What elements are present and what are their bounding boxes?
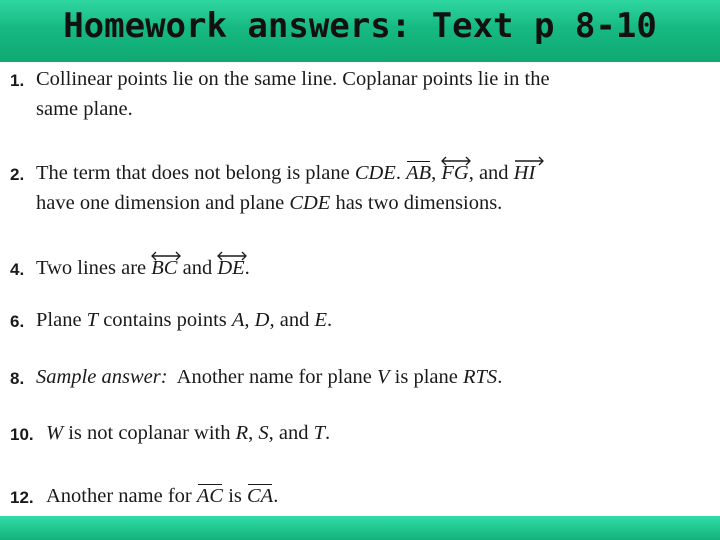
item-number: 2. [10, 165, 25, 184]
line-fg: FG [441, 161, 468, 185]
item-number: 1. [10, 71, 25, 90]
page-title: Homework answers: Text p 8-10 [63, 6, 657, 46]
answer-text: Sample answer: Another name for plane V is plane RTS. [36, 366, 503, 388]
ray-ab: AB [406, 162, 432, 184]
segment-ca: CA [247, 485, 274, 507]
line-bc: BC [151, 256, 177, 280]
answer-text: The term that does not belong is plane CDE. AB, FG, and HI [36, 158, 535, 188]
answer-text: same plane. [36, 98, 133, 120]
double-arrow-icon [217, 251, 247, 261]
title-bar [0, 0, 720, 62]
ray-arrow-icon [514, 156, 544, 166]
answer-text: Two lines are BC and DE. [36, 253, 250, 283]
segment-ac: AC [196, 485, 224, 507]
answer-text: Collinear points lie on the same line. Coplanar points lie in the [36, 68, 550, 90]
answer-text: Another name for AC is CA. [46, 485, 279, 507]
double-arrow-icon [441, 156, 471, 166]
footer-bar [0, 516, 720, 540]
segment-bar [198, 484, 222, 485]
answer-text: have one dimension and plane CDE has two dimensions. [36, 192, 503, 214]
item-number: 10. [10, 425, 34, 444]
double-arrow-icon [151, 251, 181, 261]
answer-text: W is not coplanar with R, S, and T. [46, 422, 331, 444]
answer-text: Plane T contains points A, D, and E. [36, 309, 333, 331]
line-de: DE [217, 256, 244, 280]
item-number: 4. [10, 260, 25, 279]
item-number: 8. [10, 369, 25, 388]
item-number: 6. [10, 312, 25, 331]
item-number: 12. [10, 488, 34, 507]
segment-bar [407, 161, 430, 162]
ray-hi: HI [514, 161, 536, 185]
segment-bar [248, 484, 272, 485]
